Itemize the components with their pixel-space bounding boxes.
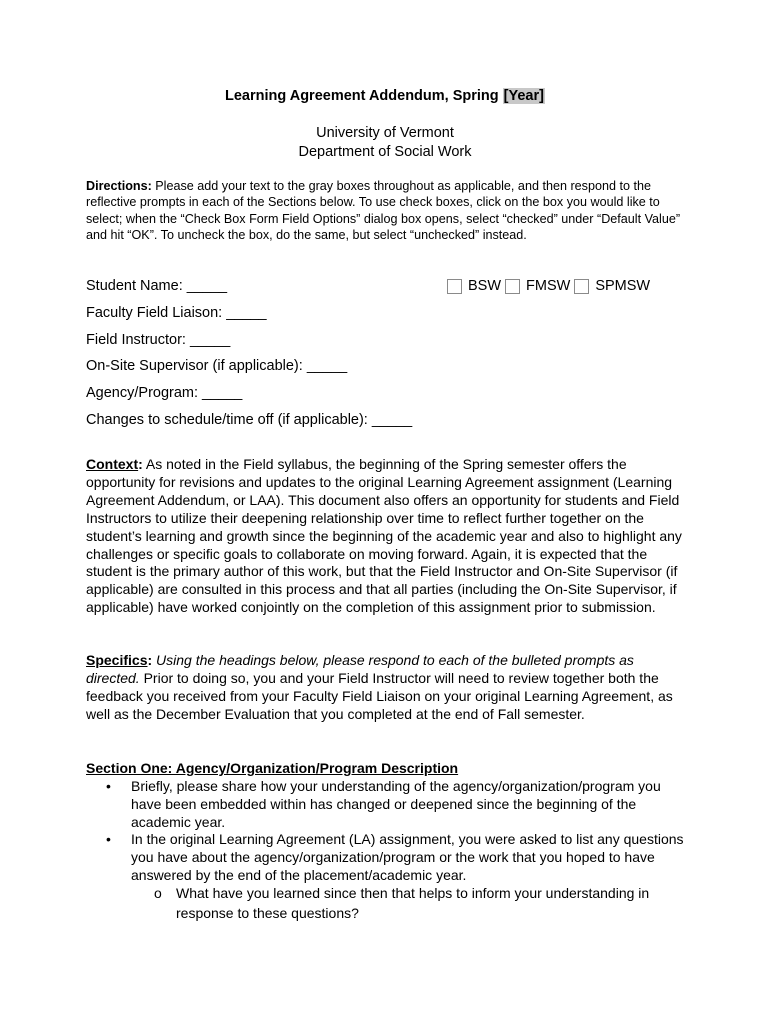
spmsw-checkbox[interactable] [574, 279, 589, 294]
list-item [106, 831, 691, 885]
context-colon: : [138, 456, 143, 472]
directions-paragraph [86, 178, 691, 244]
sub-list-item [154, 884, 684, 923]
specifics-paragraph [86, 652, 686, 724]
field-instructor-field[interactable]: Field Instructor: _____ [86, 332, 231, 348]
onsite-supervisor-field[interactable]: On-Site Supervisor (if applicable): _____ [86, 358, 348, 374]
context-label: Context [86, 456, 139, 472]
fmsw-checkbox[interactable] [505, 279, 520, 294]
bullet-text: In the original Learning Agreement (LA) assignment, you were asked to list any questions you have about the agency/organization/program or the work that you hoped to have answered by the end of the placement/academic year. [131, 831, 684, 883]
bullet-text: Briefly, please share how your understanding of the agency/organization/program you have been embedded within has changed or deepened since the beginning of the academic year. [131, 778, 661, 830]
university-name: University of Vermont [316, 125, 454, 141]
context-paragraph [86, 456, 686, 617]
specifics-italic-text: Using the headings below, please respond to each of the bulleted prompts as directed. [86, 652, 634, 686]
directions-label: Directions: [86, 179, 152, 193]
sub-bullet-mark: o [154, 885, 162, 901]
agency-program-field[interactable]: Agency/Program: _____ [86, 385, 243, 401]
year-form-field[interactable]: [Year] [503, 88, 544, 104]
bsw-label: BSW [468, 278, 502, 294]
spmsw-label: SPMSW [595, 278, 651, 294]
list-item [106, 778, 691, 832]
specifics-text: Prior to doing so, you and your Field Instructor will need to review together both the feedback you received from your Faculty Field Liaison on your original Learning Agreement, as well as the December Evaluation that you completed at the end of Fall semester. [86, 669, 673, 722]
bullet-mark: • [106, 831, 111, 847]
program-checkboxes [447, 278, 654, 294]
schedule-changes-field[interactable]: Changes to schedule/time off (if applicable): _____ [86, 412, 413, 428]
fmsw-label: FMSW [526, 278, 571, 294]
context-text: As noted in the Field syllabus, the beginning of the Spring semester offers the opportunity for revisions and updates to the original Learning Agreement assignment (Learning Agreement Addendum, or LAA). This document also offers an opportunity for students and Field Instructors to utilize their deepening relationship over time to reflect further together on the student’s learning and growth since the beginning of the academic year and also to highlight any challenges or specific goals to collaborate on moving forward. Again, it is expected that the student is the primary author of this work, but that the Field Instructor and On-Site Supervisor (if applicable) are consulted in this process and that all parties (including the On-Site Supervisor, if applicable) have worked conjointly on the completion of this assignment prior to submission. [86, 456, 682, 616]
specifics-colon: : [147, 652, 153, 668]
section-one-heading: Section One: Agency/Organization/Program Description [86, 760, 459, 776]
title-text: Learning Agreement Addendum, Spring [225, 88, 503, 104]
directions-text: Please add your text to the gray boxes throughout as applicable, and then respond to the reflective prompts in each of the Sections below. To use check boxes, click on the box you would like to select; when the “Check Box Form Field Options” dialog box opens, select “checked” under “Default Value” and hit “OK”. To uncheck the box, do the same, but select “unchecked” instead. [86, 179, 681, 243]
sub-bullet-text: What have you learned since then that helps to inform your understanding in response to these questions? [176, 885, 650, 921]
bullet-mark: • [106, 778, 111, 794]
student-name-field[interactable]: Student Name: _____ [86, 278, 228, 294]
department-name: Department of Social Work [298, 144, 472, 160]
document-title [0, 88, 770, 104]
bsw-checkbox[interactable] [447, 279, 462, 294]
faculty-liaison-field[interactable]: Faculty Field Liaison: _____ [86, 305, 267, 321]
specifics-label: Specifics [86, 652, 148, 668]
